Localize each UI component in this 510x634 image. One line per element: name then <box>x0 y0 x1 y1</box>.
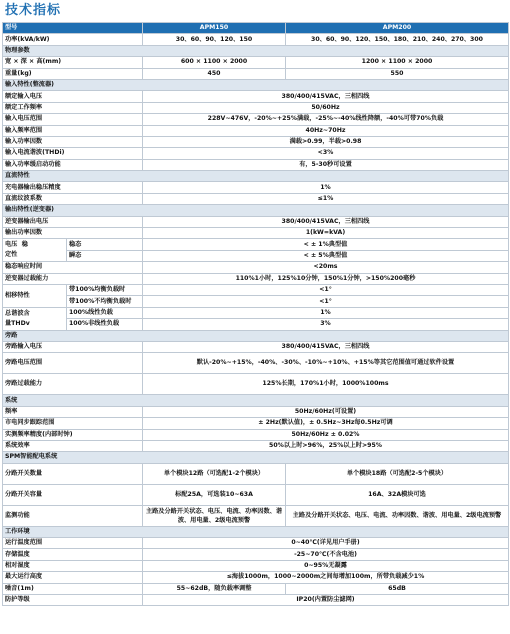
row-value-apm150: 单个模块12路（可选配1-2个模块） <box>143 463 286 484</box>
label-part: 定性 <box>5 251 18 259</box>
row-value: 50Hz/60Hz(可设置) <box>143 406 509 417</box>
row-label: 输出功率因数 <box>3 228 143 239</box>
row-value: 1% <box>143 182 509 193</box>
row-label: 旁路电压范围 <box>3 353 143 374</box>
row-value: 3% <box>143 319 509 330</box>
row-value: < ± 1%典型值 <box>143 239 509 250</box>
row-label: 重量(kg) <box>3 68 143 79</box>
row-value-apm200: 主路及分路开关状态、电压、电流、功率因数、谐波、用电量、2级电流预警 <box>286 505 509 526</box>
row-value: 380/400/415VAC，三相四线 <box>143 91 509 102</box>
row-value: ± 2Hz(默认值)，± 0.5Hz~3Hz每0.5Hz可调 <box>143 418 509 429</box>
row-label: 输入电流谐波(THDi) <box>3 148 143 159</box>
row-value-apm200: 550 <box>286 68 509 79</box>
section-title: 物理参数 <box>3 45 509 56</box>
header-model-label: 型号 <box>3 23 143 34</box>
sub-label: 稳态 <box>67 239 143 250</box>
row-value: 228V~476V，-20%~+25%满载，-25%~-40%线性降额，-40%可带70%负载 <box>143 114 509 125</box>
table-row <box>3 560 509 571</box>
section-title: 旁路 <box>3 330 509 341</box>
row-value: <3% <box>143 148 509 159</box>
table-row <box>3 148 509 159</box>
row-label: 频率 <box>3 406 143 417</box>
sub-label: 100%线性负载 <box>67 307 143 318</box>
row-label: 分路开关容量 <box>3 484 143 505</box>
row-label: 运行温度范围 <box>3 538 143 549</box>
table-row <box>3 102 509 113</box>
row-label: 输入功率因数 <box>3 136 143 147</box>
row-label: 额定工作频率 <box>3 102 143 113</box>
table-row <box>3 307 509 318</box>
section-title: SPM智能配电系统 <box>3 452 509 463</box>
row-label-group: 相移特性 <box>3 284 67 307</box>
row-value: 50Hz/60Hz ± 0.02% <box>143 429 509 440</box>
spec-table <box>2 22 509 606</box>
row-value: 110%1小时，125%10分钟，150%1分钟，>150%200毫秒 <box>143 273 509 284</box>
table-row <box>3 125 509 136</box>
sub-label: 带100%均衡负载时 <box>67 284 143 295</box>
table-row <box>3 193 509 204</box>
sub-label: 100%非线性负载 <box>67 319 143 330</box>
table-row <box>3 374 509 395</box>
row-value: 0~40℃(详见用户手册) <box>143 538 509 549</box>
row-value: ≤1% <box>143 193 509 204</box>
table-row <box>3 250 509 261</box>
label-part: 电压 <box>5 241 18 249</box>
table-row <box>3 91 509 102</box>
table-row <box>3 273 509 284</box>
row-label: 输入频率范围 <box>3 125 143 136</box>
table-row <box>3 538 509 549</box>
row-value: < ± 5%典型值 <box>143 250 509 261</box>
row-label: 系统效率 <box>3 440 143 451</box>
row-value: 380/400/415VAC，三相四线 <box>143 216 509 227</box>
row-label: 旁路过载能力 <box>3 374 143 395</box>
row-label: 市电同步跟踪范围 <box>3 418 143 429</box>
table-row <box>3 159 509 170</box>
table-row <box>3 595 509 606</box>
table-row <box>3 341 509 352</box>
table-row <box>3 505 509 526</box>
section-title: 直流特性 <box>3 171 509 182</box>
table-row <box>3 57 509 68</box>
table-row <box>3 463 509 484</box>
table-row <box>3 34 509 45</box>
row-value-apm200: 单个模块18路（可选配2-5个模块） <box>286 463 509 484</box>
row-label-group <box>3 239 67 262</box>
table-row <box>3 406 509 417</box>
row-value-apm150: 600 × 1100 × 2000 <box>143 57 286 68</box>
table-row <box>3 68 509 79</box>
section-row <box>3 395 509 406</box>
table-row <box>3 418 509 429</box>
row-label: 监测功能 <box>3 505 143 526</box>
section-row <box>3 526 509 537</box>
sub-label: 瞬态 <box>67 250 143 261</box>
section-title: 系统 <box>3 395 509 406</box>
table-row <box>3 262 509 273</box>
section-row <box>3 171 509 182</box>
row-label: 功率(kVA/kW) <box>3 34 143 45</box>
row-value-apm150: 450 <box>143 68 286 79</box>
row-value: 默认-20%~+15%，-40%、-30%、-10%~+10%、+15%等其它范围值可通过软件设置 <box>143 353 509 374</box>
row-label: 宽 × 深 × 高(mm) <box>3 57 143 68</box>
row-label: 防护等级 <box>3 595 143 606</box>
table-row <box>3 440 509 451</box>
row-label: 存储温度 <box>3 549 143 560</box>
table-row <box>3 216 509 227</box>
row-value: 380/400/415VAC，三相四线 <box>143 341 509 352</box>
table-row <box>3 114 509 125</box>
table-row <box>3 572 509 583</box>
row-value: IP20(内置防尘滤网) <box>143 595 509 606</box>
section-row <box>3 330 509 341</box>
label-part: 量THDv <box>5 319 30 327</box>
table-row <box>3 583 509 594</box>
table-row <box>3 136 509 147</box>
row-value-apm150: 标配25A，可选装10~63A <box>143 484 286 505</box>
row-label: 逆变器输出电压 <box>3 216 143 227</box>
row-value: 40Hz~70Hz <box>143 125 509 136</box>
row-value: -25~70℃(不含电池) <box>143 549 509 560</box>
row-label: 相对湿度 <box>3 560 143 571</box>
row-value: <1° <box>143 284 509 295</box>
section-title: 输出特性(逆变器) <box>3 205 509 216</box>
row-value: 有，5-30秒可设置 <box>143 159 509 170</box>
header-apm150: APM150 <box>143 23 286 34</box>
row-label: 充电器输出稳压精度 <box>3 182 143 193</box>
row-label: 旁路输入电压 <box>3 341 143 352</box>
row-value: <1° <box>143 296 509 307</box>
sub-label: 带100%不均衡负载时 <box>67 296 143 307</box>
row-label: 实测频率精度(内部时钟) <box>3 429 143 440</box>
table-row <box>3 429 509 440</box>
table-header-row <box>3 23 509 34</box>
section-row <box>3 45 509 56</box>
table-row <box>3 228 509 239</box>
section-row <box>3 79 509 90</box>
row-value: 1% <box>143 307 509 318</box>
row-label-group <box>3 307 67 330</box>
row-value: 满载>0.99，半载>0.98 <box>143 136 509 147</box>
row-value: ≤海拔1000m，1000~2000m之间每增加100m，所带负载减少1% <box>143 572 509 583</box>
table-row <box>3 239 509 250</box>
row-value-apm200: 16A、32A模块可选 <box>286 484 509 505</box>
header-apm200: APM200 <box>286 23 509 34</box>
table-row <box>3 284 509 295</box>
table-row <box>3 353 509 374</box>
row-value-apm150: 主路及分路开关状态、电压、电流、功率因数、谐波、用电量、2级电流预警 <box>143 505 286 526</box>
label-part: 总谐波含 <box>5 309 30 317</box>
row-value-apm150: 30、60、90、120、150 <box>143 34 286 45</box>
row-value: 50%以上时>96%，25%以上时>95% <box>143 440 509 451</box>
row-value-apm200: 1200 × 1100 × 2000 <box>286 57 509 68</box>
label-part: 稳 <box>21 241 28 249</box>
row-label: 噪音(1m) <box>3 583 143 594</box>
row-label: 稳态响应时间 <box>3 262 143 273</box>
row-label: 分路开关数量 <box>3 463 143 484</box>
row-value-apm150: 55~62dB，随负载率调整 <box>143 583 286 594</box>
row-label: 额定输入电压 <box>3 91 143 102</box>
section-title: 输入特性(整流器) <box>3 79 509 90</box>
table-row <box>3 296 509 307</box>
row-value-apm200: 65dB <box>286 583 509 594</box>
table-row <box>3 182 509 193</box>
row-value: <20ms <box>143 262 509 273</box>
section-row <box>3 452 509 463</box>
row-value-apm200: 30、60、90、120、150、180、210、240、270、300 <box>286 34 509 45</box>
row-value: 1(kW=kVA) <box>143 228 509 239</box>
row-value: 125%长期，170%1小时，1000%100ms <box>143 374 509 395</box>
table-row <box>3 319 509 330</box>
row-value: 50/60Hz <box>143 102 509 113</box>
table-row <box>3 484 509 505</box>
row-label: 直流纹波系数 <box>3 193 143 204</box>
row-label: 输入功率缓启动功能 <box>3 159 143 170</box>
table-row <box>3 549 509 560</box>
row-value: 0~95%无凝露 <box>143 560 509 571</box>
section-title: 工作环境 <box>3 526 509 537</box>
section-row <box>3 205 509 216</box>
page-title: 技术指标 <box>5 3 62 18</box>
row-label: 最大运行高度 <box>3 572 143 583</box>
row-label: 输入电压范围 <box>3 114 143 125</box>
row-label: 逆变器过载能力 <box>3 273 143 284</box>
